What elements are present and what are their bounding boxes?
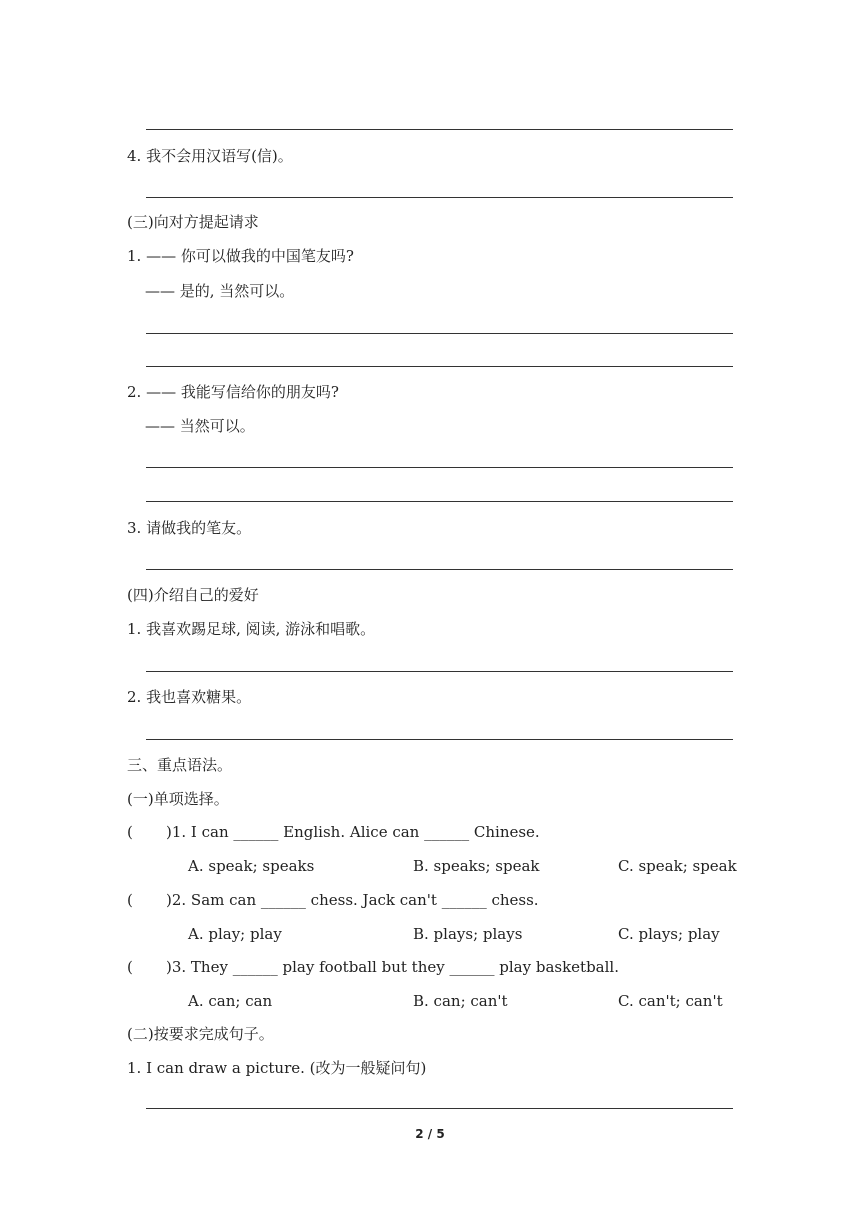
answer-paren: (: [127, 823, 133, 841]
exercise-item-reply: —— 是的, 当然可以。: [145, 282, 295, 300]
exercise-item: 1. 我喜欢踢足球, 阅读, 游泳和唱歌。: [127, 620, 376, 638]
answer-line: [146, 129, 733, 130]
page-number: 2 / 5: [415, 1127, 445, 1141]
answer-line: [146, 1108, 733, 1109]
exercise-item: 2. 我也喜欢糖果。: [127, 688, 252, 706]
answer-line: [146, 569, 733, 570]
exercise-item: 1. —— 你可以做我的中国笔友吗?: [127, 247, 354, 265]
mc-question: )3. They ______ play football but they ______ play basketball.: [166, 958, 619, 976]
part-heading: 三、重点语法。: [127, 756, 233, 774]
answer-line: [146, 739, 733, 740]
answer-line: [146, 333, 733, 334]
mc-option-a: A. can; can: [188, 992, 273, 1010]
section-heading: (三)向对方提起请求: [127, 213, 259, 231]
mc-option-a: A. speak; speaks: [188, 857, 315, 875]
mc-option-c: C. can't; can't: [618, 992, 723, 1010]
section-heading: (一)单项选择。: [127, 790, 229, 808]
exercise-item: 4. 我不会用汉语写(信)。: [127, 147, 293, 165]
section-heading: (四)介绍自己的爱好: [127, 586, 259, 604]
mc-option-b: B. speaks; speak: [413, 857, 540, 875]
answer-line: [146, 671, 733, 672]
mc-option-b: B. plays; plays: [413, 925, 523, 943]
mc-question: )2. Sam can ______ chess. Jack can't ______ chess.: [166, 891, 539, 909]
exercise-item: 2. —— 我能写信给你的朋友吗?: [127, 383, 339, 401]
mc-option-a: A. play; play: [188, 925, 282, 943]
answer-paren: (: [127, 891, 133, 909]
answer-line: [146, 197, 733, 198]
answer-line: [146, 501, 733, 502]
exercise-item-reply: —— 当然可以。: [145, 417, 255, 435]
mc-option-c: C. speak; speak: [618, 857, 737, 875]
answer-paren: (: [127, 958, 133, 976]
exercise-item: 3. 请做我的笔友。: [127, 519, 252, 537]
mc-option-b: B. can; can't: [413, 992, 508, 1010]
mc-question: )1. I can ______ English. Alice can ______ Chinese.: [166, 823, 540, 841]
mc-option-c: C. plays; play: [618, 925, 720, 943]
exercise-item: 1. I can draw a picture. (改为一般疑问句): [127, 1059, 427, 1077]
section-heading: (二)按要求完成句子。: [127, 1025, 274, 1043]
answer-line: [146, 366, 733, 367]
answer-line: [146, 467, 733, 468]
